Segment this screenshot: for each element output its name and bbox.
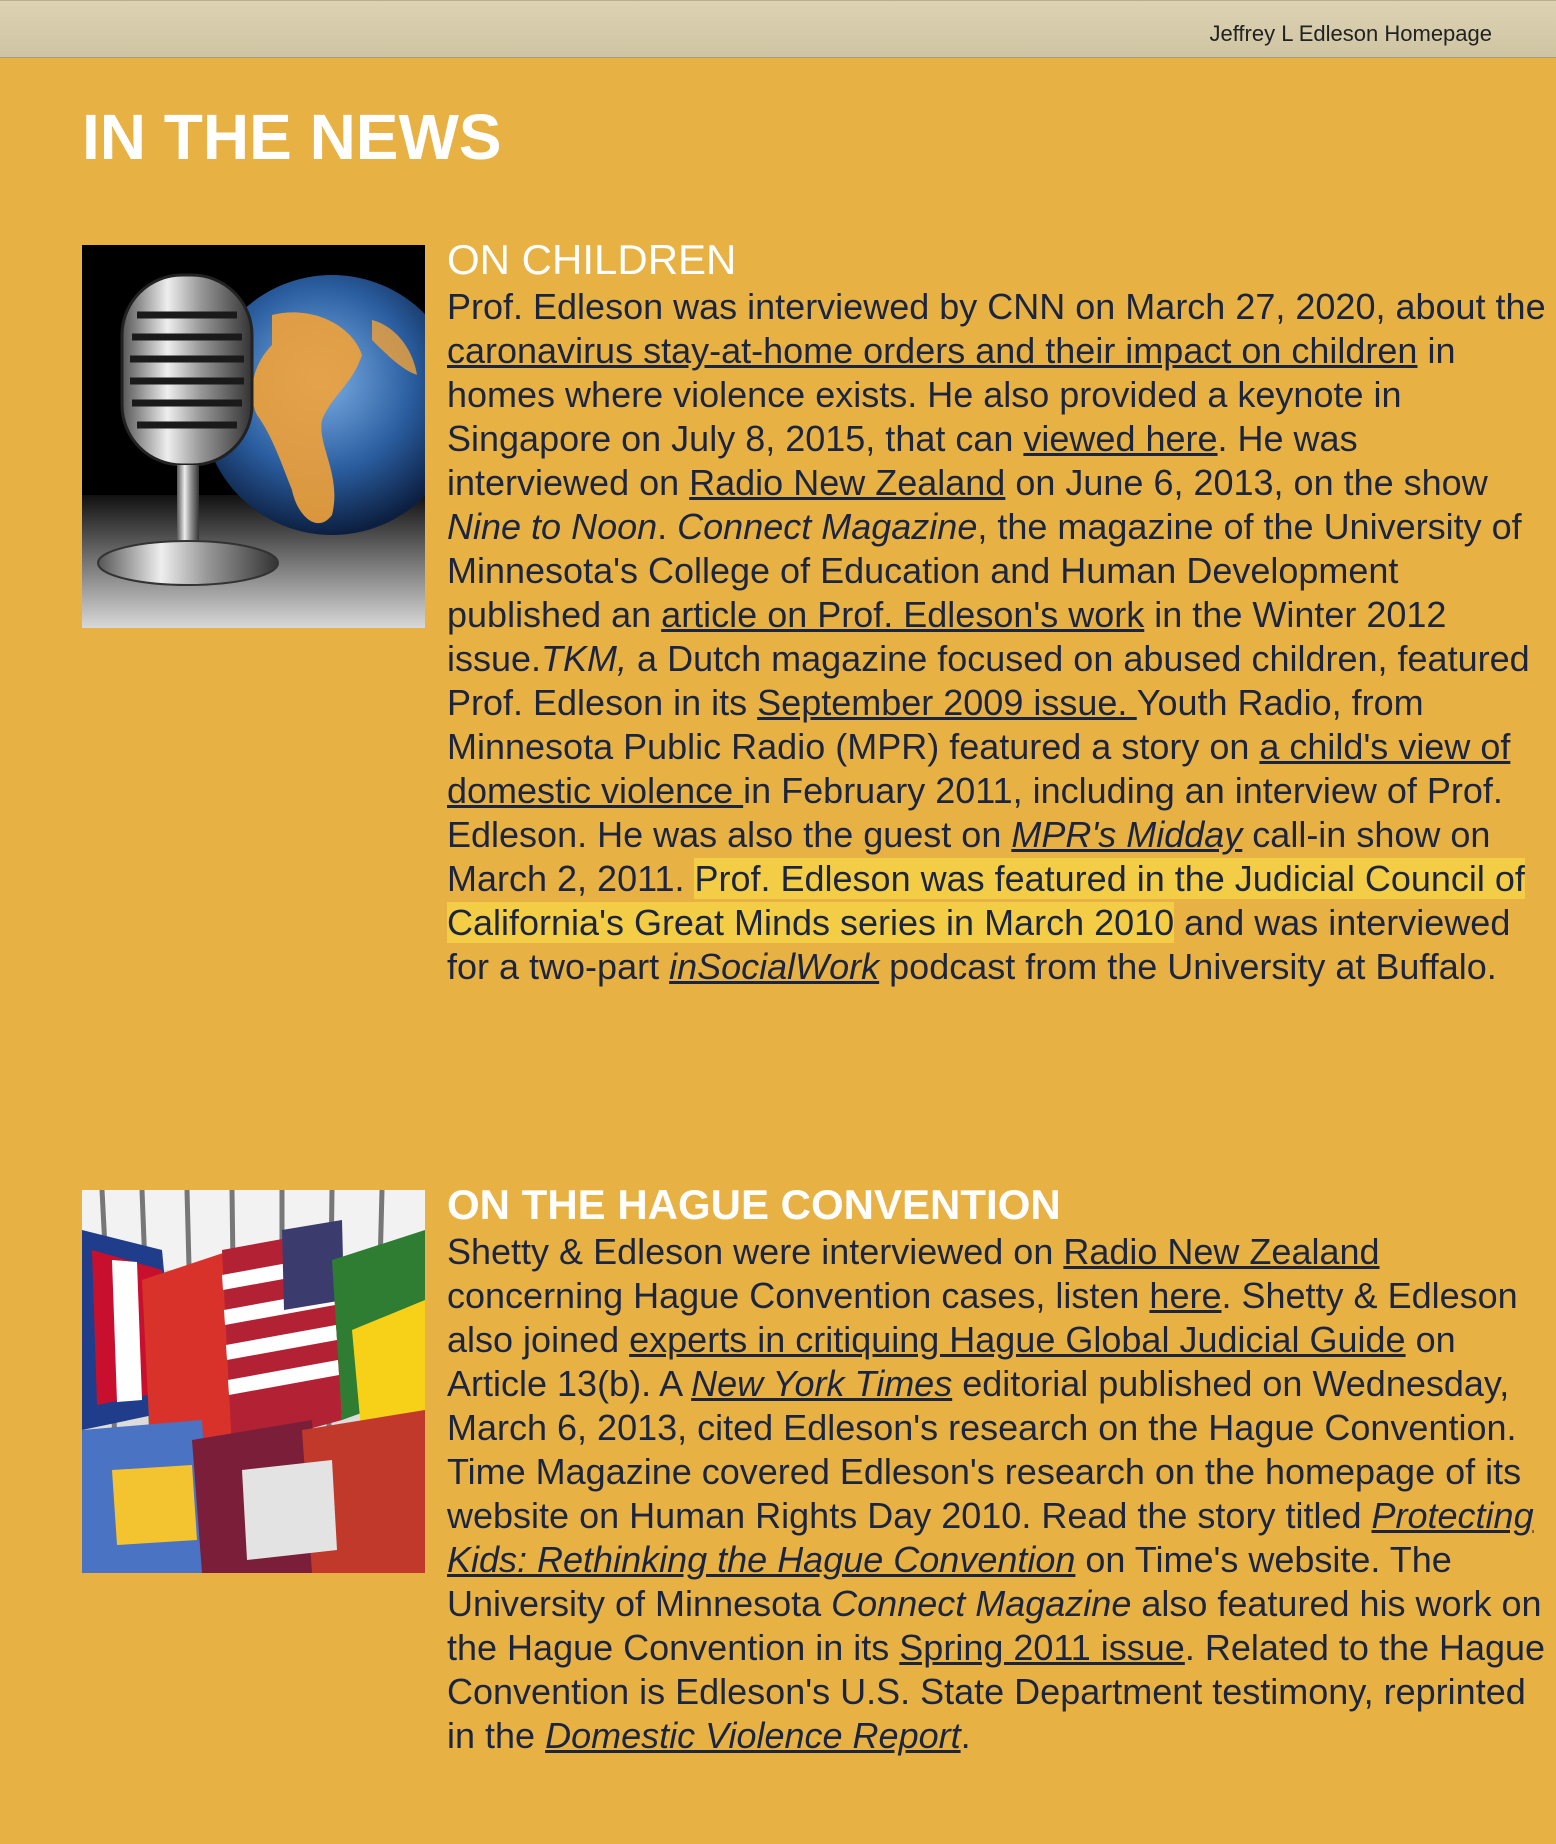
- new-york-times-link[interactable]: New York Times: [691, 1363, 953, 1404]
- section-title-hague: ON THE HAGUE CONVENTION: [447, 1181, 1061, 1228]
- protecting-kids-link[interactable]: Protecting Kids: Rethinking the Hague Convention: [447, 1495, 1534, 1580]
- top-bar: [0, 0, 1556, 58]
- text-segment: a Dutch magazine focused on abused children, featured Prof. Edleson in its: [447, 638, 1530, 723]
- text-segment: concerning Hague Convention cases, listen: [447, 1275, 1150, 1316]
- text-segment: podcast from the University at Buffalo.: [879, 946, 1497, 987]
- text-segment: .: [960, 1715, 971, 1756]
- text-segment: on Time's website. The University of Minnesota: [447, 1539, 1452, 1624]
- radio-new-zealand-link[interactable]: Radio New Zealand: [1063, 1231, 1380, 1272]
- section-on-children: [447, 235, 1547, 989]
- children-paragraph: [447, 285, 1547, 989]
- text-segment: on June 6, 2013, on the show: [1005, 462, 1488, 503]
- insocialwork-link[interactable]: inSocialWork: [669, 946, 880, 987]
- text-segment: on Article 13(b). A: [447, 1319, 1456, 1404]
- text-segment: , the magazine of the University of Minnesota's College of Education and Human Development published an: [447, 506, 1522, 635]
- section-on-hague-convention: [447, 1180, 1547, 1758]
- text-segment: . Shetty & Edleson also joined: [447, 1275, 1518, 1360]
- text-segment: in the Winter 2012 issue.: [447, 594, 1447, 679]
- international-flags-image: [82, 1190, 425, 1573]
- connect-article-link[interactable]: article on Prof. Edleson's work: [661, 594, 1145, 635]
- text-segment: Shetty & Edleson were interviewed on: [447, 1231, 1064, 1272]
- connect-magazine-title: Connect Magazine: [677, 506, 978, 547]
- radio-new-zealand-link[interactable]: Radio New Zealand: [689, 462, 1006, 503]
- text-segment: editorial published on Wednesday, March 6, 2013, cited Edleson's research on the Hague Convention. Time Magazine covered Edleson's research on the homepage of its website on Human Rights Day 2010. Read the story titled: [447, 1363, 1522, 1536]
- singapore-keynote-link[interactable]: viewed here: [1023, 418, 1218, 459]
- tkm-title: TKM,: [541, 638, 628, 679]
- hague-guide-critique-link[interactable]: experts in critiquing Hague Global Judicial Guide: [629, 1319, 1406, 1360]
- text-segment: also featured his work on the Hague Convention in its: [447, 1583, 1542, 1668]
- hague-paragraph: [447, 1230, 1547, 1758]
- cnn-coronavirus-link[interactable]: caronavirus stay-at-home orders and their impact on children: [447, 330, 1418, 371]
- text-segment: . Related to the Hague Convention is Edleson's U.S. State Department testimony, reprinted in the: [447, 1627, 1546, 1756]
- text-segment: Youth Radio, from Minnesota Public Radio (MPR) featured a story on: [447, 682, 1424, 767]
- text-segment: in February 2011, including an interview of Prof. Edleson. He was also the guest on: [447, 770, 1503, 855]
- mpr-midday-link[interactable]: MPR's Midday: [1011, 814, 1243, 855]
- text-segment: call-in show on March 2, 2011.: [447, 814, 1491, 899]
- highlighted-text: Prof. Edleson was featured in the Judicial Council of California's Great Minds series in March 2010: [447, 858, 1525, 943]
- tkm-issue-link[interactable]: September 2009 issue.: [757, 682, 1137, 723]
- text-segment: Prof. Edleson was interviewed by CNN on March 27, 2020, about the: [447, 286, 1546, 327]
- domestic-violence-report-link[interactable]: Domestic Violence Report: [545, 1715, 961, 1756]
- site-title-link[interactable]: Jeffrey L Edleson Homepage: [1209, 21, 1492, 46]
- youth-radio-story-link[interactable]: a child's view of domestic violence: [447, 726, 1511, 811]
- text-segment: . He was interviewed on: [447, 418, 1358, 503]
- page-title: IN THE NEWS: [82, 101, 502, 173]
- text-segment: in homes where violence exists. He also provided a keynote in Singapore on July 8, 2015, that can: [447, 330, 1456, 459]
- nine-to-noon-title: Nine to Noon: [447, 506, 658, 547]
- section-title-children: ON CHILDREN: [447, 236, 737, 283]
- connect-magazine-title: Connect Magazine: [831, 1583, 1132, 1624]
- text-segment: .: [657, 506, 678, 547]
- text-segment: and was interviewed for a two-part: [447, 902, 1511, 987]
- microphone-globe-image: [82, 245, 425, 628]
- listen-here-link[interactable]: here: [1149, 1275, 1222, 1316]
- spring-2011-issue-link[interactable]: Spring 2011 issue: [899, 1627, 1185, 1668]
